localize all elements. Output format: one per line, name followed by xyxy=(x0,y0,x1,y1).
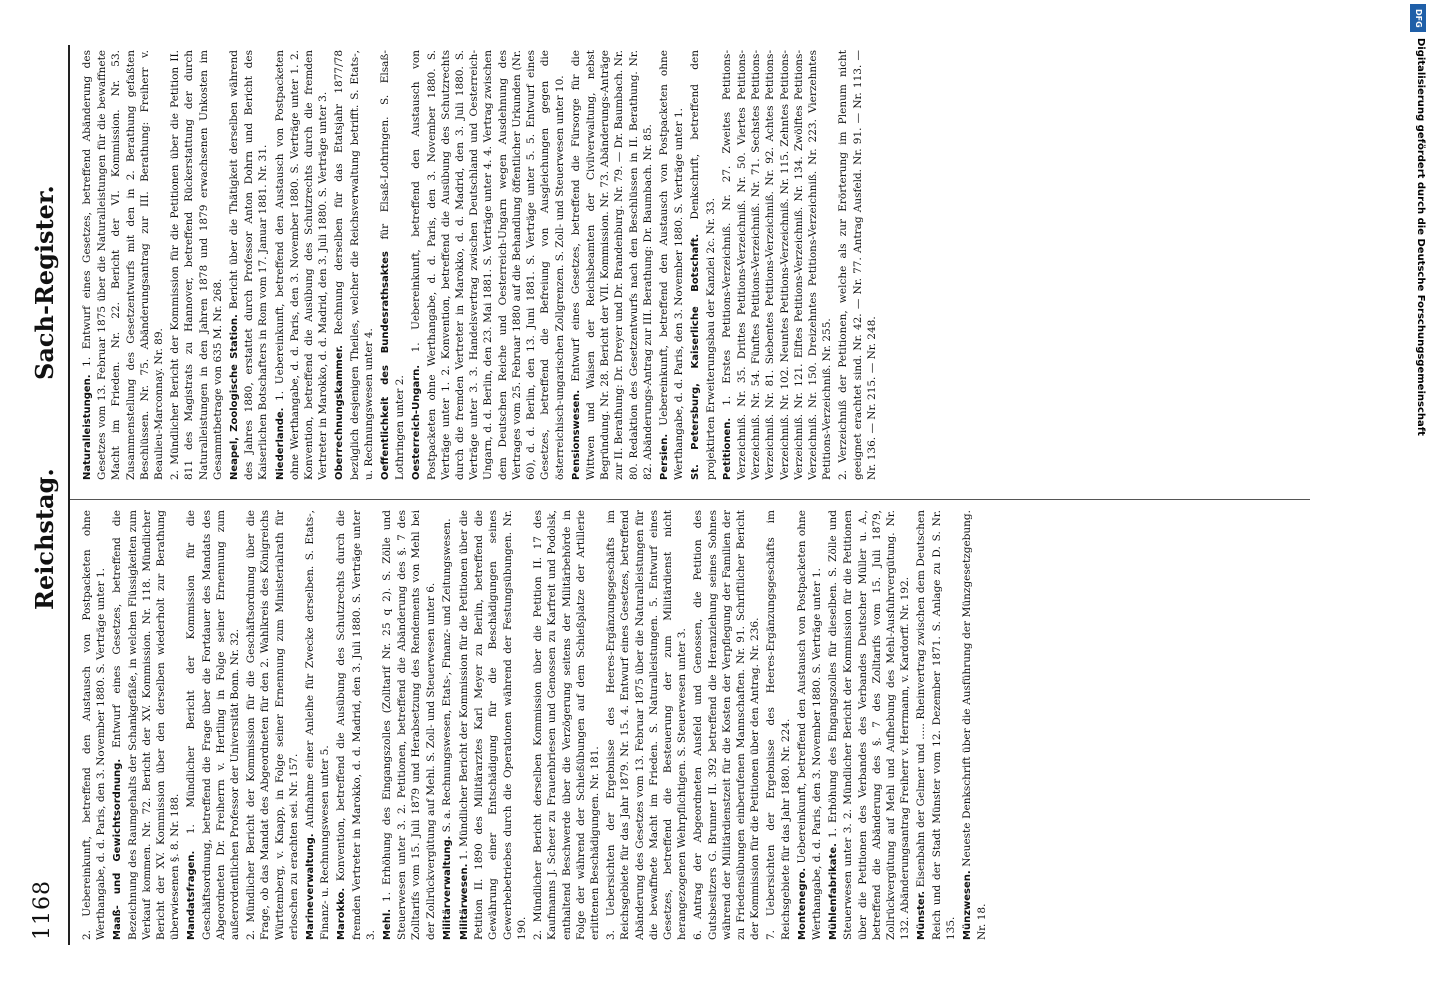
register-entry xyxy=(168,50,225,480)
entry-keyword: Marineverwaltung. xyxy=(305,833,317,940)
entry-text: 2. Mündlicher Bericht derselben Kommission über die Petition II. 17 des Kaufmanns J. Scheer zu Frauenbriesen und Genossen zu Karfreit und Podolsk, enthaltend Beschwerde über die Verzögerung seitens der Militärbehörde in Folge der während der Schießübungen auf dem Schießplatze der Artillerie erlittenen Beschädigungen. Nr. 181. xyxy=(532,510,601,940)
entry-keyword: Pensionswesen. xyxy=(570,389,582,480)
dfg-logo: DFG xyxy=(1410,4,1426,32)
entry-text: 3. Uebersichten der Ergebnisse des Heeres-Ergänzungsgeschäfts im Reichsgebiete für das Jahr 1879. Nr. 15. 4. Entwurf eines Gesetzes, betreffend Abänderung des Gesetzes vom 13. Februar 1875 über die Naturalleistungen für die bewaffnete Macht im Frieden. S. Naturalleistungen. 5. Entwurf eines Gesetzes, betreffend die Besteuerung der zum Militärdienst nicht herangezogenen Wehrpflichtigen. S. Steuerwesen unter 3. xyxy=(605,510,689,940)
funding-note: Digitalisierung gefördert durch die Deutsche Forschungsgemeinschaft xyxy=(1415,38,1426,436)
entry-text: Aufnahme einer Anleihe für Zwecke derselben. S. Etats-, Finanz- u. Rechnungswesen unter 5. xyxy=(304,510,332,940)
register-entry xyxy=(80,510,108,940)
register-entry xyxy=(720,50,835,480)
register-entry xyxy=(332,50,376,480)
register-entry xyxy=(303,510,332,940)
entry-text: Entwurf eines Gesetzes, betreffend die Bezeichnung des Raumgehalts der Schankgefäße, in welchen Flüssigkeiten zum Verkauf kommen. Nr. 72. Bericht der XV. Kommission. Nr. 118. Mündlicher Bericht der XV. Kommission über den derselben wiederholt zur Berathung überwiesenen §. 8. Nr. 188. xyxy=(111,510,182,940)
page-number: 1168 xyxy=(30,880,55,940)
register-entry xyxy=(826,510,912,940)
register-entry xyxy=(184,510,242,940)
register-entry xyxy=(836,50,879,480)
entry-keyword: Münzwesen. xyxy=(961,870,973,940)
register-entry xyxy=(688,50,717,480)
entry-text: Denkschrift, betreffend den projektirten Erweiterungsbau der Kanzlei 2c. Nr. 33. xyxy=(689,50,717,480)
entry-text: Rechnung derselben für das Etatsjahr 1877/78 bezüglich desjenigen Theiles, welcher die Reichsverwaltung betrifft. S. Etats-, u. Rechnungswesen unter 4. xyxy=(333,50,375,480)
entry-keyword: Münster. xyxy=(916,890,928,940)
entry-text: 7. Uebersichten der Ergebnisse des Heeres-Ergänzungsgeschäfts im Reichsgebiete für das Jahr 1880. Nr. 224. xyxy=(765,510,792,940)
entry-text: 1. Erstes Petitions-Verzeichniß. Nr. 27. Zweites Petitions-Verzeichniß. Nr. 35. Drittes Petitions-Verzeichniß. Nr. 50. Viertes Petitions-Verzeichniß. Nr. 54. Fünftes Petitions-Verzeichniß. Nr. 71. Sechstes Petitions-Verzeichniß. Nr. 81. Siebentes Petitions-Verzeichniß. Nr. 92. Achtes Petitions-Verzeichniß. Nr. 102. Neuntes Petitions-Verzeichniß. Nr. 115. Zehntes Petitions-Verzeichniß. Nr. 121. Elftes Petitions-Verzeichniß. Nr. 134. Zwölftes Petitions-Verzeichniß. Nr. 150. Dreizehntes Petitions-Verzeichniß. Nr. 223. Vierzehntes Petitions-Verzeichniß. Nr. 255. xyxy=(720,50,834,480)
register-entry xyxy=(80,50,166,480)
register-entry xyxy=(795,510,824,940)
entry-text: 2. Verzeichniß der Petitionen, welche als zur Erörterung im Plenum nicht geeignet erachtet sind. Nr. 42. — Nr. 77. Antrag Ausfeld. Nr. 91. — Nr. 113. — Nr. 136. — Nr. 215. — Nr. 248. xyxy=(837,50,878,480)
entry-keyword: Militärverwaltung. xyxy=(441,835,453,940)
register-entry xyxy=(380,510,438,940)
header-rule xyxy=(68,45,70,945)
left-column xyxy=(80,510,1310,940)
entry-text: 1. Mündlicher Bericht der Kommission für die Geschäftsordnung, betreffend die Frage über die Fortdauer des Mandats des Abgeordneten Dr. Freiherrn v. Hertling in Folge seiner Ernennung zum außerordentlichen Professor der Universität Bonn. Nr. 32. xyxy=(185,510,242,940)
entry-text: Neueste Denkschrift über die Ausführung der Münzgesetzgebung. Nr. 18. xyxy=(960,510,989,940)
entry-text: 1. Uebereinkunft, betreffend den Austausch von Postpacketen ohne Werthangabe, d. d. Paris, den 3. November 1880. S. Verträge unter 1. 2. Konvention, betreffend die Ausübung des Schutzrechts durch die fremden Vertreter in Marokko, d. d. Madrid, den 3. Juli 1880. S. Verträge unter 3. 3. Handelsvertrag zwischen Deutschland und Oesterreich-Ungarn, d. d. Berlin, den 23. Mai 1881. S. Verträge unter 4. 4. Vertrag zwischen dem Deutschen Reiche und Oesterreich-Ungarn wegen Ausdehnung des Vertrages vom 25. Februar 1880 auf die Behandlung öffentlicher Urkunden (Nr. 60), d. d. Berlin, den 13. Juni 1881. S. Verträge unter 5. 5. Entwurf eines Gesetzes, betreffend die Befreiung von Ausgleichungen gegen die österreichisch-ungarischen Zollgrenzen. S. Zoll- und Steuerwesen unter 10. xyxy=(410,50,566,480)
entry-keyword: Montenegro. xyxy=(796,867,808,940)
entry-keyword: Militärwesen. xyxy=(459,863,471,940)
entry-text: 1. Mündlicher Bericht der Kommission für die Petitionen über die Petition II. 1890 des Militärarztes Karl Meyer zu Berlin, betreffend die Gewährung einer Entschädigung für die Beschädigungen seines Gewerbebetriebes durch die Operationen während der Festungsübungen. Nr. 190. xyxy=(458,510,528,940)
entry-keyword: Mühlenfabrikate. xyxy=(828,843,840,940)
register-entry xyxy=(569,50,655,480)
entry-keyword: Petitionen. xyxy=(721,417,733,480)
entry-keyword: St. Petersburg, Kaiserliche Botschaft. xyxy=(690,233,702,480)
entry-text: S. a. Rechnungswesen, Etats-, Finanz- und Zeitungswesen. xyxy=(440,518,453,833)
register-entry xyxy=(378,50,407,480)
running-title-right: Sach-Register. xyxy=(30,185,59,380)
entry-keyword: Oesterreich-Ungarn. xyxy=(411,364,423,480)
entry-text: 2. Mündlicher Bericht der Kommission für die Petitionen über die Petition II. 811 des Magistrats zu Hannover, betreffend Rückerstattung der durch Naturalleistungen in den Jahren 1878 und 1879 erwachsenen Unkosten im Gesammtbetrage von 635 M. Nr. 268. xyxy=(169,50,224,480)
page-header xyxy=(30,0,60,1000)
register-entry xyxy=(960,510,989,940)
entry-keyword: Marokko. xyxy=(336,887,348,940)
entry-text: 1. Erhöhung des Eingangszolles (Zolltarif Nr. 25 q 2). S. Zölle und Steuerwesen unter 3. 2. Petitionen, betreffend die Abänderung des §. 7 des Zolltarifs vom 15. Juli 1879 und Herabsetzung des Rendements von Mehl bei der Zollrückvergütung auf Mehl. S. Zoll- und Steuerwesen unter 6. xyxy=(381,510,437,940)
register-entry xyxy=(273,50,331,480)
entry-keyword: Maaß- und Gewichtsordnung. xyxy=(112,758,124,940)
entry-keyword: Neapel, Zoologische Station. xyxy=(229,314,241,480)
register-entry xyxy=(531,510,602,940)
entry-keyword: Mandatsfragen. xyxy=(186,850,198,940)
entry-text: 2. Mündlicher Bericht der Kommission für die Geschäftsordnung über die Frage, ob das Mandat des Abgeordneten für den 2. Wahlkreis des Königreichs Württemberg, v. Knapp, in Folge seiner Ernennung zum Ministerialrath für erloschen zu erachten sei. Nr. 157. xyxy=(245,510,300,940)
entry-text: 1. Entwurf eines Gesetzes, betreffend Abänderung des Gesetzes vom 13. Februar 1875 über die Naturalleistungen für die bewaffnete Macht im Frieden. Nr. 22. Bericht der VI. Kommission. Nr. 53. Zusammenstellung des Gesetzentwurfs mit den in 2. Berathung gefaßten Beschlüssen. Nr. 75. Abänderungsantrag zur III. Berathung: Freiherr v. Beaulieu-Marconnay. Nr. 89. xyxy=(81,50,166,480)
right-column xyxy=(80,50,1310,480)
entry-keyword: Persien. xyxy=(658,433,670,480)
register-entry xyxy=(334,510,378,940)
entry-text: 6. Antrag der Abgeordneten Ausfeld und Genossen, die Petition des Gutsbesitzers G. Brunner II. 392 betreffend die Heranziehung seines Sohnes während der Militärdienstzeit für die Kosten der Verpflegung der Familien der zu Friedensübungen einberufenen Mannschaften. Nr. 91. Schriftlicher Bericht der Kommission für die Petitionen über den Antrag. Nr. 236. xyxy=(692,510,762,940)
entry-keyword: Naturalleistungen. xyxy=(82,374,93,480)
entry-text: 1. Uebereinkunft, betreffend den Austausch von Postpacketen ohne Werthangabe, d. d. Paris, den 3. November 1880. S. Verträge unter 1. 2. Konvention, betreffend die Ausübung des Schutzrechts durch die fremden Vertreter in Marokko, d. d. Madrid, den 3. Juli 1880. S. Verträge unter 3. xyxy=(273,50,330,480)
entry-text: für Elsaß-Lothringen. S. Elsaß-Lothringen unter 2. xyxy=(379,50,407,480)
entry-text: 1. Erhöhung des Eingangszolles für dieselben. S. Zölle und Steuerwesen unter 3. 2. Mündlicher Bericht der Kommission für die Petitionen über die Petitionen des Verbandes des Verbandes Deutscher Müller u. A., betreffend die Abänderung des §. 7 des Zolltarifs vom 15. Juli 1879, Zollrückvergütung auf Mehl und Aufhebung des Mehl-Ausfuhrvergütung. Nr. 132. Abänderungsantrag Freiherr v. Herrmann, v. Kardorff. Nr. 192. xyxy=(827,510,912,940)
entry-keyword: Oeffentlichkeit des Bundesrathsaktes xyxy=(380,251,392,480)
entry-text: Eisenbahn der Gelmer und ..... Rheinvertrag zwischen dem Deutschen Reich und der Stadt Münster vom 12. Dezember 1871. S. Anlage zu D. S. Nr. 135. xyxy=(915,510,957,940)
entry-text: Bericht über die Thätigkeit derselben während des Jahres 1880, erstattet durch Professor Anton Dohrn und Bericht des Kaiserlichen Botschafters in Rom vom 17. Januar 1881. Nr. 31. xyxy=(228,50,270,480)
register-entry xyxy=(409,50,566,480)
register-entry xyxy=(244,510,301,940)
register-entry xyxy=(110,510,182,940)
entry-keyword: Oberrechnungskammer. xyxy=(334,345,346,480)
entry-text: Entwurf eines Gesetzes, betreffend die Fürsorge für die Wittwen und Waisen der Reichsbeamten der Civilverwaltung, nebst Begründung. Nr. 28. Bericht der VII. Kommission. Nr. 73. Abänderungs-Anträge zur II. Berathung: Dr. Dreyer und Dr. Brandenburg. Nr. 79. — Dr. Baumbach. Nr. 80. Redaktion des Gesetzentwurfs nach den Beschlüssen in II. Berathung. Nr. 82. Abänderungs-Antrag zur III. Berathung: Dr. Baumbach. Nr. 85. xyxy=(569,50,654,480)
entry-text: 2. Uebereinkunft, betreffend den Austausch von Postpacketen ohne Werthangabe, d. d. Paris, den 3. November 1880. S. Verträge unter 1. xyxy=(81,510,108,940)
entry-text: Uebereinkunft, betreffend den Austausch von Postpacketen ohne Werthangabe, d. d. Paris, den 3. November 1880. S. Verträge unter 1. xyxy=(795,510,823,940)
running-title-left: Reichstag. xyxy=(30,468,59,610)
register-entry xyxy=(440,510,455,940)
entry-keyword: Mehl. xyxy=(382,908,394,940)
entry-text: Uebereinkunft, betreffend den Austausch von Postpacketen ohne Werthangabe, d. d. Paris, den 3. November 1880. S. Verträge unter 1. xyxy=(657,50,686,480)
register-entry xyxy=(604,510,689,940)
entry-keyword: Niederlande. xyxy=(274,407,286,480)
register-entry xyxy=(691,510,762,940)
entry-text: Konvention, betreffend die Ausübung des Schutzrechts durch die fremden Vertreter in Marokko, d. d. Madrid, den 3. Juli 1880. S. Verträge unter 3. xyxy=(335,510,377,940)
register-entry xyxy=(227,50,271,480)
register-entry xyxy=(657,50,686,480)
funding-strip xyxy=(1406,0,1432,1000)
register-entry xyxy=(457,510,529,940)
column-divider xyxy=(70,499,1310,500)
register-entry xyxy=(764,510,792,940)
register-entry xyxy=(914,510,958,940)
